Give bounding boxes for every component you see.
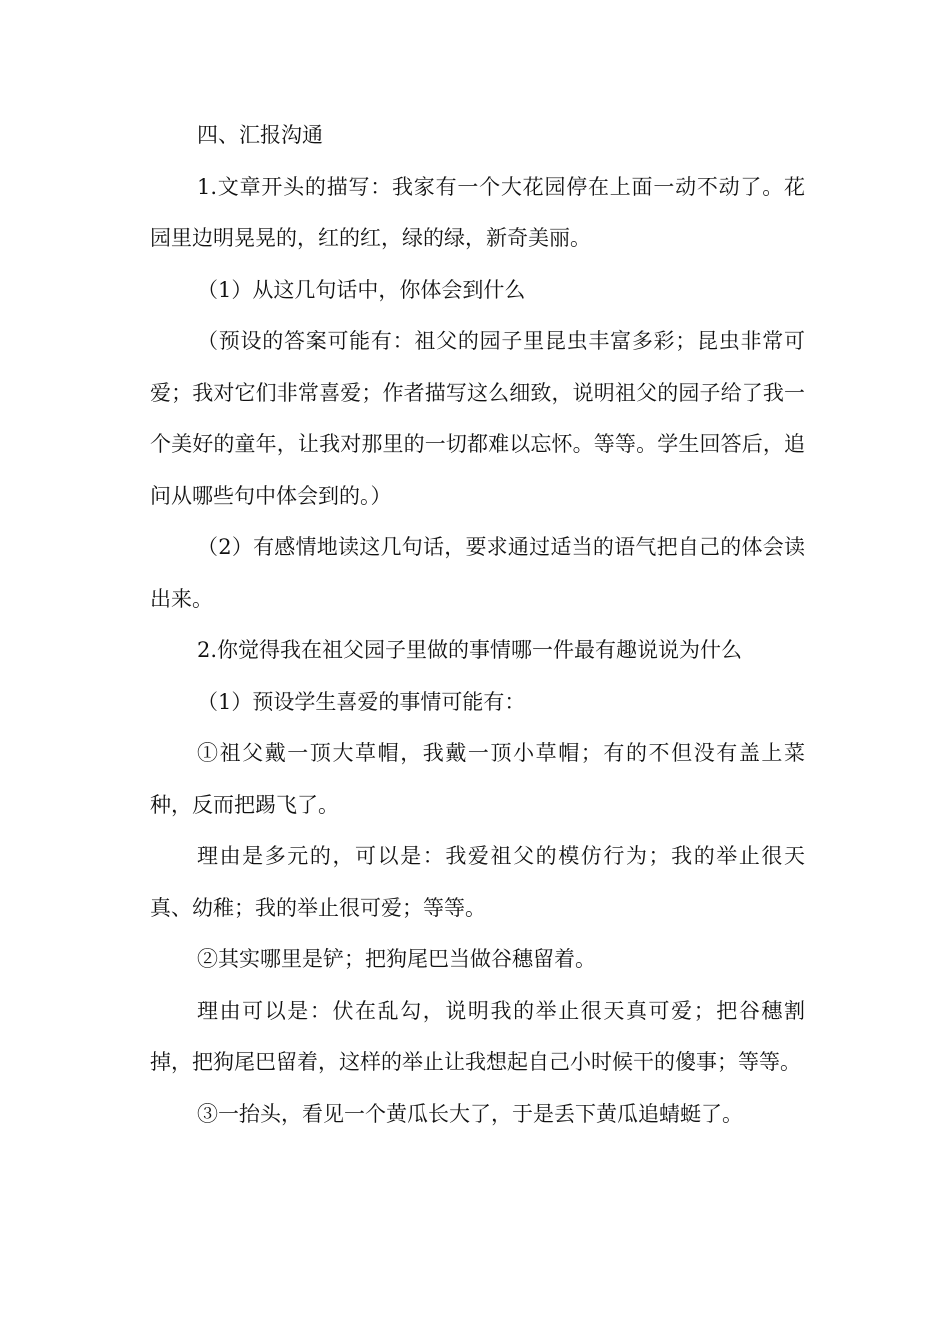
paragraph: （2）有感情地读这几句话，要求通过适当的语气把自己的体会读出来。 xyxy=(150,535,805,611)
paragraph: 1.文章开头的描写：我家有一个大花园停在上面一动不动了。花园里边明晃晃的，红的红，绿的绿，新奇美丽。 xyxy=(150,174,805,250)
document-body xyxy=(150,110,805,1140)
paragraph: （预设的答案可能有：祖父的园子里昆虫丰富多彩；昆虫非常可爱；我对它们非常喜爱；作者描写这么细致，说明祖父的园子给了我一个美好的童年，让我对那里的一切都难以忘怀。等等。学生回答后，追问从哪些句中体会到的。） xyxy=(150,329,805,508)
paragraph: ③一抬头，看见一个黄瓜长大了，于是丢下黄瓜追蜻蜓了。 xyxy=(197,1101,743,1126)
section-heading: 四、汇报沟通 xyxy=(197,123,323,147)
paragraph: 2.你觉得我在祖父园子里做的事情哪一件最有趣说说为什么 xyxy=(197,638,743,662)
paragraph: ②其实哪里是铲；把狗尾巴当做谷穗留着。 xyxy=(197,947,596,971)
paragraph: ①祖父戴一顶大草帽，我戴一顶小草帽；有的不但没有盖上菜种，反而把踢飞了。 xyxy=(150,741,805,817)
paragraph: （1）从这几句话中，你体会到什么 xyxy=(197,277,526,302)
paragraph: 理由可以是：伏在乱勾，说明我的举止很天真可爱；把谷穗割掉，把狗尾巴留着，这样的举止让我想起自己小时候干的傻事；等等。 xyxy=(150,998,805,1074)
paragraph: （1）预设学生喜爱的事情可能有： xyxy=(197,689,526,714)
paragraph: 理由是多元的，可以是：我爱祖父的模仿行为；我的举止很天真、幼稚；我的举止很可爱；等等。 xyxy=(150,844,805,920)
